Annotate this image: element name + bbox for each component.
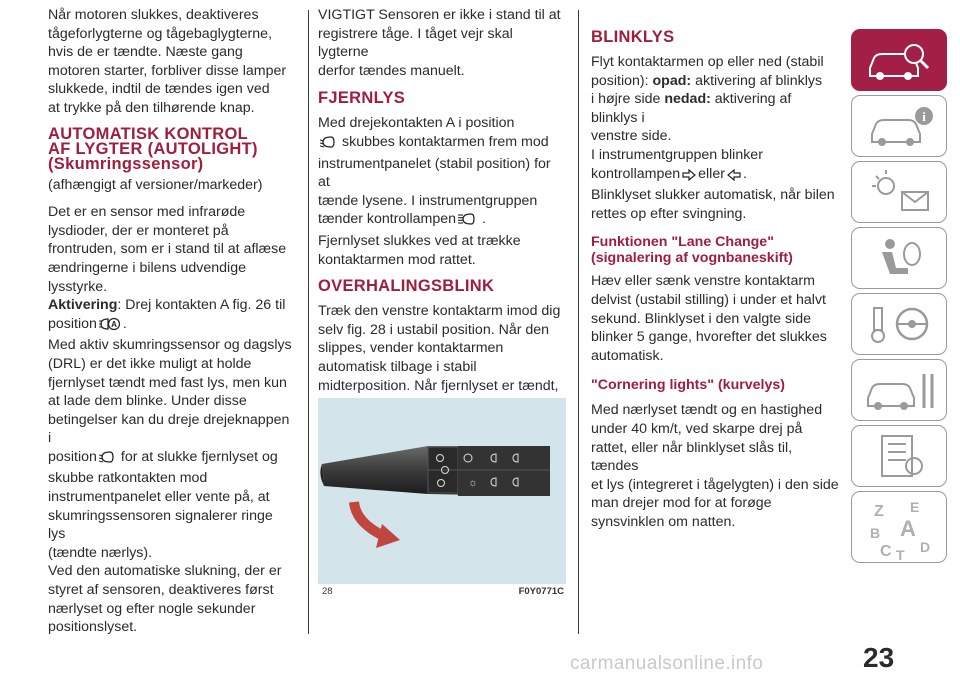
svg-text:i: i [922,109,926,124]
blink-line: rettes op efter svingning. [591,205,747,222]
auto-headlight-icon [99,317,121,337]
fjernlys-line: kontaktarmen mod rattet. [318,251,476,268]
drl-position-line [48,448,294,470]
alphabet-index-icon [852,492,948,564]
svg-text:C: C [880,543,892,560]
svg-text:Z: Z [874,503,884,520]
heading-line: (signalering af vognbaneskift) [591,250,793,267]
sensor-line: frontruden, som er i stand til at aflæse [48,241,287,258]
fjernlys-line [318,133,564,155]
activation-text: : Drej kontakten A fig. 26 til [117,297,286,314]
over-line: Træk den venstre kontaktarm imod dig [318,303,561,320]
svg-text:D: D [920,539,931,555]
drl-line: positionslyset. [48,619,138,636]
drl-line: (DRL) er det ikke muligt at holde [48,355,252,372]
sensor-line: lysstyrke. [48,278,108,295]
lane-line: automatisk. [591,347,664,364]
lane-line: Hæv eller sænk venstre kontaktarm [591,273,815,290]
blink-line: Blinklyset slukker automatisk, når bilen [591,187,835,204]
blink-text: kontrollampen [591,165,681,182]
drl-line: (tændte nærlys). [48,544,153,561]
fjernlys-line [318,210,564,232]
corner-line: rattet, eller når blinklyset slås til, tændes [591,439,793,475]
drl-line: fjernlyset tændt med fast lys, men kun [48,374,287,391]
column-3 [591,6,839,531]
activation-label: Aktivering [48,297,118,314]
fjernlys-line: instrumentpanelet (stabil position) for at [318,155,551,191]
svg-text:T: T [896,547,905,563]
corner-line: under 40 km/t, ved skarpe drej på [591,420,803,437]
corner-line: et lys (integreret i tågelygten) i den side [591,476,839,493]
corner-line: man drejer mod for at forøge [591,495,772,512]
car-info-icon [852,96,948,158]
svg-text:A: A [111,319,117,329]
blink-text: i højre side [591,91,665,108]
heading-line: AF LYGTER (AUTOLIGHT) [48,139,258,158]
vigtigt-line: derfor tændes manuelt. [318,62,465,79]
blink-text: . [742,165,747,182]
intro-line: Når motoren slukkes, deaktiveres [48,7,259,23]
figure-code: F0Y0771C [518,586,564,597]
low-beam-icon [99,450,119,470]
page-number: 23 [863,642,895,673]
tab-car-search[interactable] [851,29,947,91]
blink-bold: opad: [652,72,692,89]
vigtigt-line: registrere tåge. I tåget vejr skal lygterne [318,25,513,61]
drl-pos-text: for at slukke fjernlyset og [120,448,278,465]
airbag-seat-icon [852,228,948,290]
drl-line: skumringssensoren signalerer ringe lys [48,507,273,543]
intro-line: hvis de er tændte. Næste gang [48,44,243,61]
drl-line: at lade dem blinke. Under disse [48,393,247,410]
cornering-heading: "Cornering lights" (kurvelys) [591,377,785,394]
drl-line: Ved den automatiske slukning, der er [48,563,282,580]
tab-warning-lights[interactable] [851,161,947,223]
car-tools-icon [852,360,948,422]
lane-line: sekund. Blinklyset i den valgte side [591,310,812,327]
watermark: carmanualsonline.info [570,653,764,674]
blink-text: position): [591,72,653,89]
turn-signal-stalk-illustration [318,398,566,584]
overhalingsblink-heading: OVERHALINGSBLINK [318,277,495,296]
blink-line [591,72,839,91]
blink-line [591,90,839,127]
car-search-icon [852,30,948,92]
vigtigt-line: VIGTIGT Sensoren er ikke i stand til at [318,7,561,23]
fjernlys-heading: FJERNLYS [318,89,406,108]
fjernlys-line: Fjernlyset slukkes ved at trække [318,232,521,249]
blink-text: eller [698,165,725,182]
blink-line: I instrumentgruppen blinker [591,146,763,163]
svg-text:☼: ☼ [468,477,479,489]
fjernlys-line: tænde lysene. I instrumentgruppen [318,192,538,209]
tab-airbag[interactable] [851,227,947,289]
drl-line: Med aktiv skumringssensor og dagslys [48,337,292,354]
high-beam-icon [458,212,480,232]
drl-line: skubbe ratkontakten mod [48,470,208,487]
column-divider [308,10,309,634]
tab-key-steering[interactable] [851,293,947,355]
position-line [48,315,294,337]
fjernlys-text: skubbes kontaktarmen frem mod [342,133,549,150]
fjernlys-end: . [482,211,486,228]
column-2 [318,6,564,435]
drl-pos-word: position [48,448,97,465]
blink-line [591,165,839,187]
blink-text: aktivering af blinklys i [591,91,792,126]
drl-line: instrumentpanelet eller vente på, at [48,489,270,506]
stalk-figure [318,398,566,584]
blink-line: venstre side. [591,128,672,145]
figure-number: 28 [322,586,333,597]
drl-line: nærlyset og efter nogle sekunder [48,600,256,617]
tab-checklist[interactable] [851,425,947,487]
autolight-heading [48,124,294,173]
key-steering-icon [852,294,948,356]
svg-text:B: B [870,525,881,541]
svg-text:E: E [910,499,920,515]
svg-text:A: A [900,516,916,541]
low-beam-icon [320,135,340,155]
heading-line: Funktionen "Lane Change" [591,234,774,251]
column-1 [48,6,294,637]
position-end: . [122,315,127,332]
fjernlys-line: Med drejekontakten A i position [318,115,515,132]
blink-text: aktivering af blinklys [691,72,823,89]
activation-line [48,296,294,315]
lane-line: blinker 5 gange, hvorefter det slukkes [591,329,827,346]
heading-line: AUTOMATISK KONTROL [48,124,249,143]
intro-line: at trykke på den tilhørende knap. [48,99,255,116]
fjernlys-text: tænder kontrollampen [318,211,457,228]
over-line: selv fig. 28 i ustabil position. Når den [318,321,550,338]
drl-line: styret af sensoren, deaktiveres først [48,582,274,599]
column-divider [578,10,579,634]
over-line: automatisk tilbage i stabil [318,358,477,375]
drl-line: betingelser kan du dreje drejeknappen i [48,411,290,447]
over-line: midterposition. Når fjernlyset er tændt, [318,377,559,394]
lane-change-heading [591,234,839,266]
tab-car-info[interactable] [851,95,947,157]
blink-bold: nedad: [664,91,711,108]
sensor-line: lysdioder, der er monteret på [48,222,229,239]
blink-line: Flyt kontaktarmen op eller ned (stabil [591,54,824,70]
left-arrow-icon [727,168,741,187]
corner-line: synsvinklen om natten. [591,513,736,530]
warning-lights-icon [852,162,948,224]
over-line: slippes, vender kontaktarmen [318,340,504,357]
tab-car-tools[interactable] [851,359,947,421]
corner-line: Med nærlyset tændt og en hastighed [591,402,823,419]
checklist-icon [852,426,948,488]
tab-alphabetical-index[interactable] [851,491,947,563]
sensor-line: Det er en sensor med infrarøde [48,204,246,221]
figure-caption [318,586,566,600]
intro-line: motoren starter, forbliver disse lamper [48,62,287,79]
intro-line: slukkede, indtil de tændes igen ved [48,81,270,98]
sensor-line: ændringerne i bilens udvendige [48,259,246,276]
right-arrow-icon [682,168,696,187]
version-note: (afhængigt af versioner/markeder) [48,176,263,193]
blinklys-heading: BLINKLYS [591,28,675,46]
heading-line: (Skumringssensor) [48,154,204,173]
lane-line: delvist (ustabil stilling) i under et halvt [591,291,826,308]
position-word: position [48,315,97,332]
intro-line: tågeforlygterne og tågebaglygterne, [48,25,273,42]
